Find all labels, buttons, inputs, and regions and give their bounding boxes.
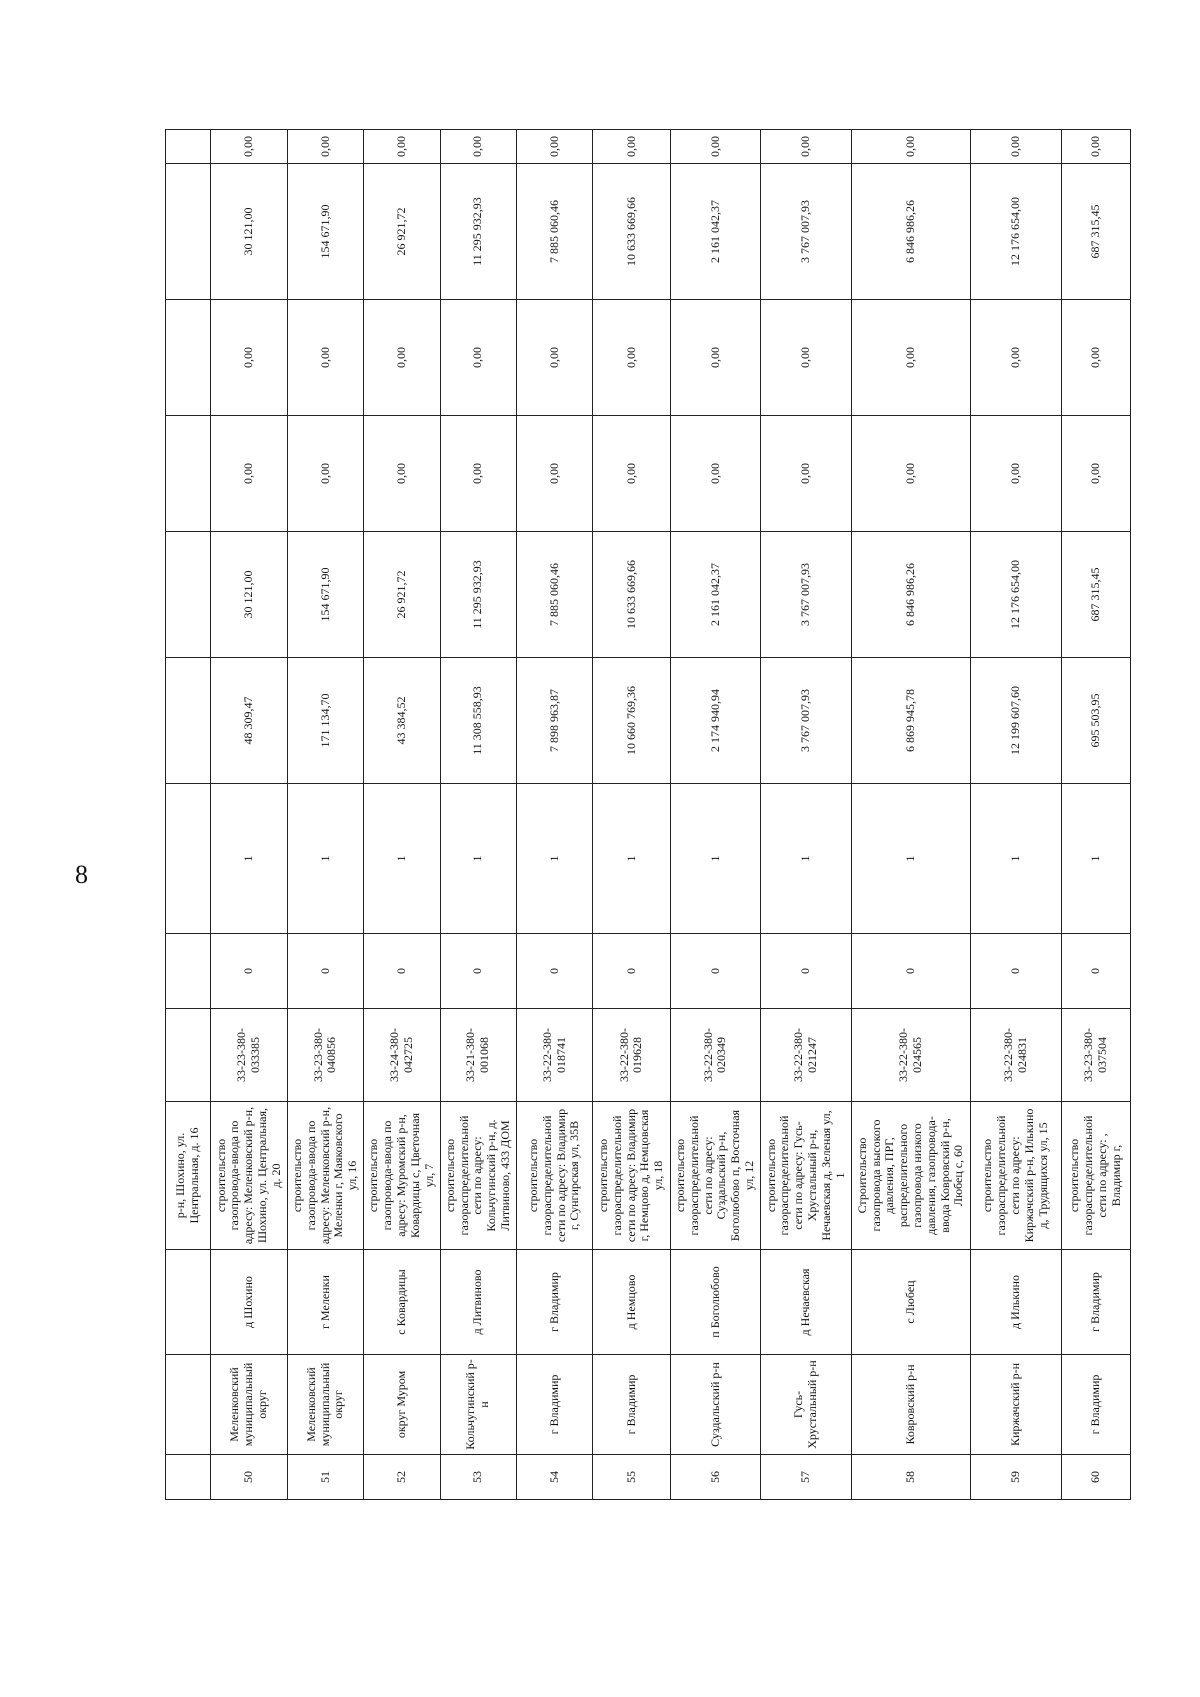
cell-code: 33-23-380-033385 bbox=[211, 1009, 287, 1102]
cell-carryover-v4 bbox=[166, 164, 211, 300]
cell-description: строительство газопровода-ввода по адресу: Меленковский р-н, Меленки г, Маяковского ул, 16 bbox=[287, 1102, 363, 1250]
rotated-table-wrapper bbox=[165, 130, 1131, 1500]
cell-district: г Владимир bbox=[593, 1355, 670, 1455]
cell-value-2: 0,00 bbox=[1061, 416, 1130, 532]
table-row-56 bbox=[670, 130, 761, 1500]
table-row-50 bbox=[211, 130, 287, 1500]
cell-value-4: 7 885 060,46 bbox=[516, 164, 592, 300]
cell-carryover-code bbox=[166, 1009, 211, 1102]
cell-value-2: 0,00 bbox=[670, 416, 761, 532]
cell-value-1: 6 846 986,26 bbox=[851, 532, 970, 658]
table-row-51 bbox=[287, 130, 363, 1500]
cell-count-2: 1 bbox=[516, 784, 592, 934]
cell-value-2: 0,00 bbox=[440, 416, 516, 532]
cell-value-4: 10 633 669,66 bbox=[593, 164, 670, 300]
cell-count-2: 1 bbox=[970, 784, 1061, 934]
cell-value-4: 11 295 932,93 bbox=[440, 164, 516, 300]
cell-district: Суздальский р-н bbox=[670, 1355, 761, 1455]
cell-count-1: 0 bbox=[670, 934, 761, 1009]
cell-value-4: 12 176 654,00 bbox=[970, 164, 1061, 300]
cell-code: 33-22-380-024565 bbox=[851, 1009, 970, 1102]
cell-value-2: 0,00 bbox=[211, 416, 287, 532]
cell-locality: с Ковардицы bbox=[364, 1250, 440, 1355]
cell-count-1: 0 bbox=[440, 934, 516, 1009]
cell-description: строительство газораспределительной сети по адресу: Владимир г, Сунгирская ул, 35В bbox=[516, 1102, 592, 1250]
cell-value-3: 0,00 bbox=[440, 300, 516, 416]
cell-locality: д Немцово bbox=[593, 1250, 670, 1355]
cell-carryover-c2 bbox=[166, 784, 211, 934]
cell-description: Строительство газопровода высокого давления, ПРГ, распределительного газопровода низкого давления, газопровода-ввода Ковровский р-н, Любец с, 60 bbox=[851, 1102, 970, 1250]
cell-description: строительство газопровода-ввода по адресу: Муромский р-н, Ковардицы с, Цветочная ул, 7 bbox=[364, 1102, 440, 1250]
cell-count-2: 1 bbox=[440, 784, 516, 934]
cell-value-4: 154 671,90 bbox=[287, 164, 363, 300]
cell-code: 33-22-380-021247 bbox=[761, 1009, 852, 1102]
cell-description: строительство газораспределительной сети по адресу: Кольчугинский р-н, д. Литвиново, 433 ДОМ bbox=[440, 1102, 516, 1250]
cell-locality: д Нечаевская bbox=[761, 1250, 852, 1355]
cell-value-5: 0,00 bbox=[670, 130, 761, 164]
cell-value-2: 0,00 bbox=[516, 416, 592, 532]
cell-total: 7 898 963,87 bbox=[516, 658, 592, 784]
cell-total: 695 503,95 bbox=[1061, 658, 1130, 784]
cell-value-1: 11 295 932,93 bbox=[440, 532, 516, 658]
cell-count-1: 0 bbox=[970, 934, 1061, 1009]
cell-total: 3 767 007,93 bbox=[761, 658, 852, 784]
cell-locality: г Владимир bbox=[1061, 1250, 1130, 1355]
cell-total: 43 384,52 bbox=[364, 658, 440, 784]
cell-value-2: 0,00 bbox=[364, 416, 440, 532]
cell-description: строительство газопровода-ввода по адресу: Меленковский р-н, Шохино, ул. Центральная, д. 20 bbox=[211, 1102, 287, 1250]
cell-no: 57 bbox=[761, 1455, 852, 1500]
table-row-59 bbox=[970, 130, 1061, 1500]
cell-description: строительство газораспределительной сети по адресу: Гусь-Хрустальный р-н, Нечаевская д, Зеленая ул, 1 bbox=[761, 1102, 852, 1250]
cell-locality: г Меленки bbox=[287, 1250, 363, 1355]
cell-value-3: 0,00 bbox=[851, 300, 970, 416]
cell-code: 33-24-380-042725 bbox=[364, 1009, 440, 1102]
cell-count-1: 0 bbox=[761, 934, 852, 1009]
cell-count-1: 0 bbox=[287, 934, 363, 1009]
table-row-60 bbox=[1061, 130, 1130, 1500]
cell-total: 48 309,47 bbox=[211, 658, 287, 784]
cell-description: строительство газораспределительной сети по адресу: Суздальский р-н, Боголюбово п, Восточная ул, 12 bbox=[670, 1102, 761, 1250]
cell-value-1: 30 121,00 bbox=[211, 532, 287, 658]
cell-total: 6 869 945,78 bbox=[851, 658, 970, 784]
cell-value-3: 0,00 bbox=[211, 300, 287, 416]
cell-no: 51 bbox=[287, 1455, 363, 1500]
cell-district: г Владимир bbox=[1061, 1355, 1130, 1455]
cell-value-3: 0,00 bbox=[364, 300, 440, 416]
cell-no: 53 bbox=[440, 1455, 516, 1500]
cell-description: строительство газораспределительной сети по адресу: Владимир г, Немцово д, Немцовская ул, 18 bbox=[593, 1102, 670, 1250]
cell-district: Гусь-Хрустальный р-н bbox=[761, 1355, 852, 1455]
cell-total: 171 134,70 bbox=[287, 658, 363, 784]
cell-value-4: 687 315,45 bbox=[1061, 164, 1130, 300]
cell-count-2: 1 bbox=[1061, 784, 1130, 934]
cell-value-4: 2 161 042,37 bbox=[670, 164, 761, 300]
cell-locality: д Шохино bbox=[211, 1250, 287, 1355]
cell-no: 60 bbox=[1061, 1455, 1130, 1500]
cell-value-4: 30 121,00 bbox=[211, 164, 287, 300]
cell-no: 55 bbox=[593, 1455, 670, 1500]
cell-no: 59 bbox=[970, 1455, 1061, 1500]
cell-district: Ковровский р-н bbox=[851, 1355, 970, 1455]
cell-value-2: 0,00 bbox=[970, 416, 1061, 532]
cell-carryover-v3 bbox=[166, 300, 211, 416]
cell-value-4: 3 767 007,93 bbox=[761, 164, 852, 300]
cell-count-2: 1 bbox=[287, 784, 363, 934]
cell-carryover-locality bbox=[166, 1250, 211, 1355]
cell-value-3: 0,00 bbox=[516, 300, 592, 416]
cell-district: округ Муром bbox=[364, 1355, 440, 1455]
cell-value-2: 0,00 bbox=[851, 416, 970, 532]
cell-carryover-v5 bbox=[166, 130, 211, 164]
cell-total: 2 174 940,94 bbox=[670, 658, 761, 784]
cell-no: 58 bbox=[851, 1455, 970, 1500]
cell-total: 10 660 769,36 bbox=[593, 658, 670, 784]
table-row-53 bbox=[440, 130, 516, 1500]
cell-carryover-v2 bbox=[166, 416, 211, 532]
table-row-55 bbox=[593, 130, 670, 1500]
cell-count-1: 0 bbox=[593, 934, 670, 1009]
cell-value-1: 687 315,45 bbox=[1061, 532, 1130, 658]
cell-value-5: 0,00 bbox=[851, 130, 970, 164]
cell-district: г Владимир bbox=[516, 1355, 592, 1455]
cell-count-1: 0 bbox=[1061, 934, 1130, 1009]
cell-value-5: 0,00 bbox=[593, 130, 670, 164]
cell-value-2: 0,00 bbox=[287, 416, 363, 532]
cell-locality: г Владимир bbox=[516, 1250, 592, 1355]
cell-value-3: 0,00 bbox=[287, 300, 363, 416]
cell-value-5: 0,00 bbox=[761, 130, 852, 164]
cell-description: строительство газораспределительной сети по адресу: , Владимир г, bbox=[1061, 1102, 1130, 1250]
cell-total: 11 308 558,93 bbox=[440, 658, 516, 784]
cell-count-2: 1 bbox=[761, 784, 852, 934]
cell-count-2: 1 bbox=[670, 784, 761, 934]
cell-count-2: 1 bbox=[593, 784, 670, 934]
cell-value-5: 0,00 bbox=[1061, 130, 1130, 164]
cell-value-5: 0,00 bbox=[211, 130, 287, 164]
cell-no: 56 bbox=[670, 1455, 761, 1500]
cell-carryover-description: р-н, Шохино, ул. Центральная, д. 16 bbox=[166, 1102, 211, 1250]
cell-no: 50 bbox=[211, 1455, 287, 1500]
cell-locality: д Илькино bbox=[970, 1250, 1061, 1355]
cell-code: 33-23-380-040856 bbox=[287, 1009, 363, 1102]
cell-value-1: 154 671,90 bbox=[287, 532, 363, 658]
cell-value-3: 0,00 bbox=[970, 300, 1061, 416]
cell-code: 33-21-380-001068 bbox=[440, 1009, 516, 1102]
cell-value-5: 0,00 bbox=[970, 130, 1061, 164]
cell-code: 33-22-380-018741 bbox=[516, 1009, 592, 1102]
cell-count-1: 0 bbox=[364, 934, 440, 1009]
cell-no: 52 bbox=[364, 1455, 440, 1500]
cell-district: Киржачский р-н bbox=[970, 1355, 1061, 1455]
cell-carryover-total bbox=[166, 658, 211, 784]
cell-code: 33-22-380-024831 bbox=[970, 1009, 1061, 1102]
cell-total: 12 199 607,60 bbox=[970, 658, 1061, 784]
cell-carryover-no bbox=[166, 1455, 211, 1500]
cell-code: 33-22-380-019628 bbox=[593, 1009, 670, 1102]
cell-value-5: 0,00 bbox=[440, 130, 516, 164]
table-row-58 bbox=[851, 130, 970, 1500]
page-number: 8 bbox=[75, 860, 88, 889]
cell-count-1: 0 bbox=[851, 934, 970, 1009]
cell-count-2: 1 bbox=[364, 784, 440, 934]
cell-district: Кольчугинский р-н bbox=[440, 1355, 516, 1455]
cell-locality: д Литвиново bbox=[440, 1250, 516, 1355]
cell-value-4: 26 921,72 bbox=[364, 164, 440, 300]
cell-value-3: 0,00 bbox=[1061, 300, 1130, 416]
cell-value-1: 2 161 042,37 bbox=[670, 532, 761, 658]
cell-value-5: 0,00 bbox=[287, 130, 363, 164]
cell-count-1: 0 bbox=[211, 934, 287, 1009]
cell-count-1: 0 bbox=[516, 934, 592, 1009]
table-row-52 bbox=[364, 130, 440, 1500]
cell-locality: п Боголюбово bbox=[670, 1250, 761, 1355]
cell-locality: с Любец bbox=[851, 1250, 970, 1355]
cell-value-3: 0,00 bbox=[761, 300, 852, 416]
cell-district: Меленковский муниципальный округ bbox=[287, 1355, 363, 1455]
cell-carryover-district bbox=[166, 1355, 211, 1455]
cell-no: 54 bbox=[516, 1455, 592, 1500]
cell-value-4: 6 846 986,26 bbox=[851, 164, 970, 300]
cell-value-5: 0,00 bbox=[364, 130, 440, 164]
cell-description: строительство газораспределительной сети по адресу: Киржачский р-н, Илькино д, Трудящихся ул, 15 bbox=[970, 1102, 1061, 1250]
table-row-57 bbox=[761, 130, 852, 1500]
cell-value-1: 7 885 060,46 bbox=[516, 532, 592, 658]
cell-carryover-v1 bbox=[166, 532, 211, 658]
cell-value-2: 0,00 bbox=[761, 416, 852, 532]
cell-code: 33-22-380-020349 bbox=[670, 1009, 761, 1102]
cell-value-2: 0,00 bbox=[593, 416, 670, 532]
cell-value-1: 12 176 654,00 bbox=[970, 532, 1061, 658]
table-row-carryover bbox=[166, 130, 211, 1500]
cell-code: 33-23-380-037504 bbox=[1061, 1009, 1130, 1102]
cell-value-3: 0,00 bbox=[593, 300, 670, 416]
cell-district: Меленковский муниципальный округ bbox=[211, 1355, 287, 1455]
cell-value-1: 10 633 669,66 bbox=[593, 532, 670, 658]
data-table bbox=[165, 129, 1131, 1500]
cell-value-3: 0,00 bbox=[670, 300, 761, 416]
cell-value-5: 0,00 bbox=[516, 130, 592, 164]
cell-value-1: 3 767 007,93 bbox=[761, 532, 852, 658]
table-row-54 bbox=[516, 130, 592, 1500]
cell-count-2: 1 bbox=[851, 784, 970, 934]
cell-value-1: 26 921,72 bbox=[364, 532, 440, 658]
cell-carryover-c1 bbox=[166, 934, 211, 1009]
cell-count-2: 1 bbox=[211, 784, 287, 934]
